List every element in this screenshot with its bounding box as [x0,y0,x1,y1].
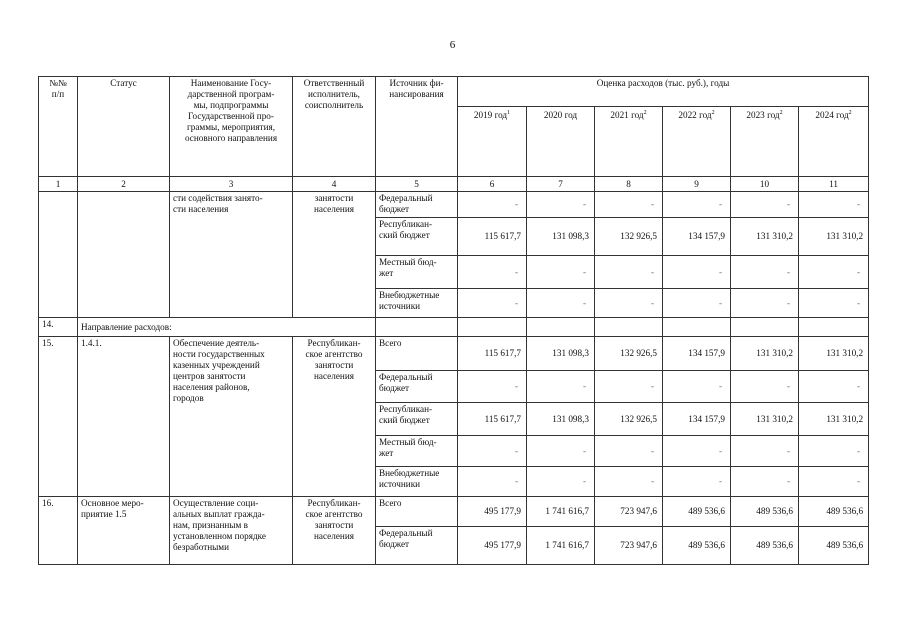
value-cell: 495 177,9 [458,497,527,527]
row-executor: занятости населения [293,192,376,318]
col-index: 3 [170,177,293,192]
header-status: Статус [78,77,170,177]
value-cell: 489 536,6 [663,527,731,565]
value-cell: - [527,467,595,497]
page-number: 6 [449,39,456,51]
value-cell: 489 536,6 [799,527,869,565]
value-cell: - [663,371,731,403]
value-cell: - [458,192,527,218]
row-executor: Республикан- ское агентство занятости населения [293,497,376,565]
value-cell: - [799,256,869,289]
funding-source: Федеральный бюджет [376,527,458,565]
value-cell: 131 098,3 [527,337,595,371]
value-cell: - [527,289,595,318]
funding-source: Федеральный бюджет [376,192,458,218]
value-cell: 489 536,6 [731,527,799,565]
col-index: 7 [527,177,595,192]
table-row [39,318,869,337]
row-status [78,192,170,318]
value-cell: 723 947,6 [595,497,663,527]
value-cell: - [663,289,731,318]
value-cell: - [663,467,731,497]
value-cell: - [731,289,799,318]
value-cell: 1 741 616,7 [527,497,595,527]
header-row [39,77,869,107]
value-cell: - [799,371,869,403]
value-cell: 115 617,7 [458,218,527,256]
year-2024: 2024 год$^2$ [799,107,869,177]
value-cell: 131 310,2 [799,403,869,436]
funding-source: Внебюджетные источники [376,467,458,497]
value-cell: 131 310,2 [731,403,799,436]
value-cell: 489 536,6 [731,497,799,527]
table-row [39,337,869,371]
table-row [39,192,869,218]
value-cell: 131 310,2 [799,218,869,256]
year-2022: 2022 год$^2$ [663,107,731,177]
row-text: Направление расходов: [78,318,376,337]
header-executor: Ответственный исполнитель, соисполнитель [293,77,376,177]
value-cell: 134 157,9 [663,337,731,371]
value-cell: - [663,192,731,218]
value-cell: - [458,256,527,289]
row-num: 15. [39,337,78,497]
value-cell: - [595,192,663,218]
value-cell: 131 098,3 [527,218,595,256]
value-cell: 489 536,6 [799,497,869,527]
value-cell: - [663,256,731,289]
funding-source: Всего [376,497,458,527]
funding-source: Всего [376,337,458,371]
header-estimate: Оценка расходов (тыс. руб.), годы [458,77,869,107]
expenses-table [38,76,869,565]
value-cell: - [731,371,799,403]
col-index: 11 [799,177,869,192]
value-cell: 131 310,2 [731,218,799,256]
value-cell: - [731,436,799,467]
value-cell: 132 926,5 [595,337,663,371]
funding-source: Федеральный бюджет [376,371,458,403]
continued-section [39,192,869,318]
year-2023: 2023 год$^2$ [731,107,799,177]
row-num: 14. [39,318,78,337]
value-cell: - [458,436,527,467]
value-cell: - [595,371,663,403]
row-15-section [39,337,869,497]
funding-source: Внебюджетные источники [376,289,458,318]
value-cell: - [458,467,527,497]
value-cell: - [527,256,595,289]
value-cell: 115 617,7 [458,403,527,436]
col-index: 2 [78,177,170,192]
value-cell: 1 741 616,7 [527,527,595,565]
value-cell: 723 947,6 [595,527,663,565]
value-cell: 131 310,2 [731,337,799,371]
row-executor: Республикан- ское агентство занятости населения [293,337,376,497]
value-cell: - [731,192,799,218]
value-cell: - [595,256,663,289]
col-index: 6 [458,177,527,192]
row-16-section [39,497,869,565]
value-cell: - [595,436,663,467]
header-num: №№ п/п [39,77,78,177]
col-index: 10 [731,177,799,192]
year-2021: 2021 год$^2$ [595,107,663,177]
value-cell: - [458,371,527,403]
value-cell: 131 098,3 [527,403,595,436]
col-index: 1 [39,177,78,192]
row-name: сти содействия занято- сти населения [170,192,293,318]
funding-source: Республикан- ский бюджет [376,218,458,256]
row-num [39,192,78,318]
value-cell: - [799,192,869,218]
header-source: Источник фи- нансирования [376,77,458,177]
col-index: 4 [293,177,376,192]
value-cell: - [799,289,869,318]
value-cell: 489 536,6 [663,497,731,527]
funding-source: Местный бюд- жет [376,256,458,289]
value-cell: - [527,436,595,467]
row-status: 1.4.1. [78,337,170,497]
funding-source: Республикан- ский бюджет [376,403,458,436]
value-cell: 495 177,9 [458,527,527,565]
value-cell: - [595,289,663,318]
value-cell: 134 157,9 [663,218,731,256]
col-index: 5 [376,177,458,192]
value-cell: 134 157,9 [663,403,731,436]
value-cell: - [595,467,663,497]
col-index: 8 [595,177,663,192]
value-cell: 132 926,5 [595,403,663,436]
value-cell: - [527,192,595,218]
row-status: Основное меро- приятие 1.5 [78,497,170,565]
value-cell: - [799,436,869,467]
funding-source: Местный бюд- жет [376,436,458,467]
row-name: Осуществление соци- альных выплат гражда- нам, признанным в установленном порядке безработными [170,497,293,565]
row-name: Обеспечение деятель- ности государственных казенных учреждений центров занятости населения районов, городов [170,337,293,497]
value-cell: 115 617,7 [458,337,527,371]
value-cell: - [458,289,527,318]
value-cell: - [799,467,869,497]
header-name: Наименование Госу- дарственной програм- мы, подпрограммы Государственной про- граммы, мероприятия, основного направления [170,77,293,177]
row-num: 16. [39,497,78,565]
year-2020: 2020 год [527,107,595,177]
value-cell: - [527,371,595,403]
column-index-row [39,177,869,192]
value-cell: 131 310,2 [799,337,869,371]
value-cell: - [731,467,799,497]
value-cell: 132 926,5 [595,218,663,256]
value-cell: - [663,436,731,467]
col-index: 9 [663,177,731,192]
value-cell: - [731,256,799,289]
year-2019: 2019 год$^1$ [458,107,527,177]
table-row [39,497,869,527]
